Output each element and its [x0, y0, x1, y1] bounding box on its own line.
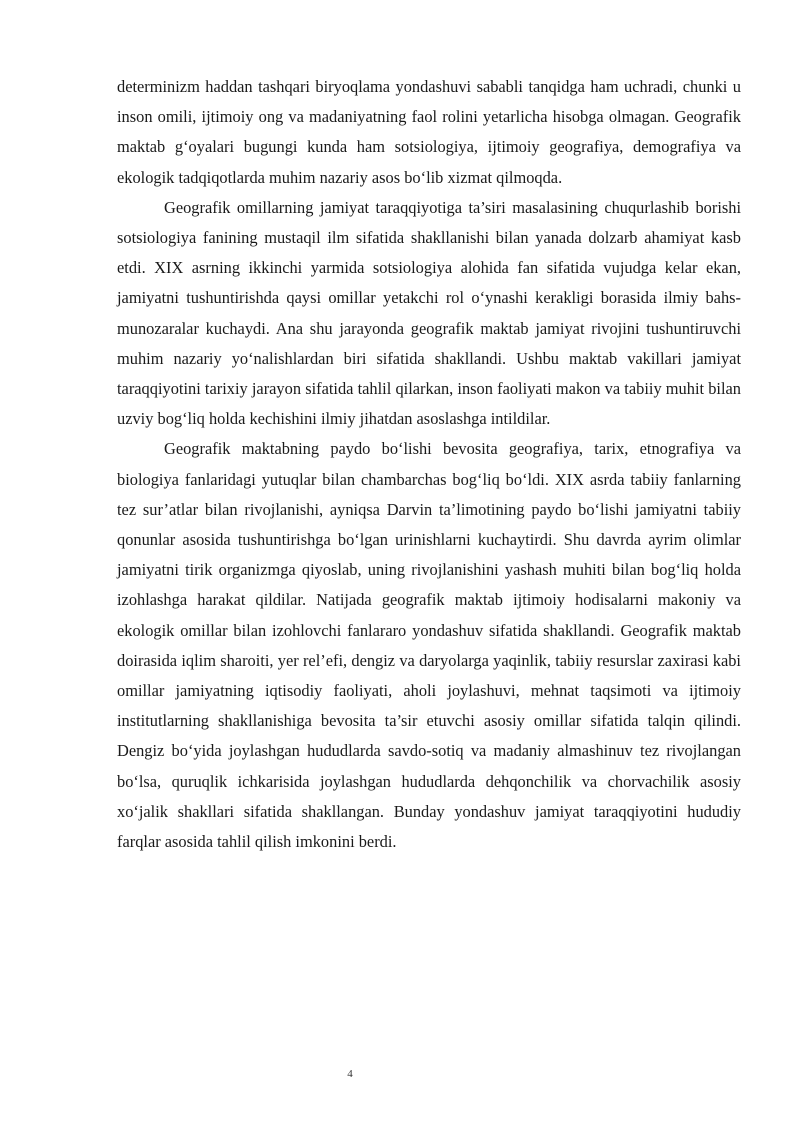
paragraph-continuation: determinizm haddan tashqari biryoqlama yondashuvi sababli tanqidga ham uchradi, chunki u inson omili, ijtimoiy ong va madaniyatning faol rolini yetarlicha hisobga olmagan. Geografik maktab g‘oyalari bugungi kunda ham sotsiologiya, ijtimoiy geografiya, demografiya va ekologik tadqiqotlarda muhim nazariy asos bo‘lib xizmat qilmoqda.: [117, 77, 741, 187]
body-text: [117, 72, 741, 857]
paragraph-geographic-school-origin: Geografik maktabning paydo bo‘lishi bevosita geografiya, tarix, etnografiya va biologiya fanlaridagi yutuqlar bilan chambarchas bog‘liq bo‘ldi. XIX asrda tabiiy fanlarning tez sur’atlar bilan rivojlanishi, ayniqsa Darvin ta’limotining paydo bo‘lishi jamiyatni tabiiy qonunlar asosida tushuntirishga bo‘lgan urinishlarni kuchaytirdi. Shu davrda ayrim olimlar jamiyatni tirik organizmga qiyoslab, uning rivojlanishini yashash muhiti bilan bog‘liq holda izohlashga harakat qildilar. Natijada geografik maktab ijtimoiy hodisalarni makoniy va ekologik omillar bilan izohlovchi fanlararo yondashuv sifatida shakllandi. Geografik maktab doirasida iqlim sharoiti, yer rel’efi, dengiz va daryolarga yaqinlik, tabiiy resurslar zaxirasi kabi omillar jamiyatning iqtisodiy faoliyati, aholi joylashuvi, mehnat taqsimoti va ijtimoiy institutlarning shakllanishiga bevosita ta’sir etuvchi asosiy omillar sifatida talqin qilindi. Dengiz bo‘yida joylashgan hududlarda savdo-sotiq va madaniy almashinuv tez rivojlangan bo‘lsa, quruqlik ichkarisida joylashgan hududlarda dehqonchilik va chorvachilik asosiy xo‘jalik shakllari sifatida shakllangan. Bunday yondashuv jamiyat taraqqiyotini hududiy farqlar asosida tahlil qilish imkonini berdi.: [117, 439, 741, 852]
page-number: 4: [347, 1068, 353, 1080]
paragraph-geographic-factors: Geografik omillarning jamiyat taraqqiyotiga ta’siri masalasining chuqurlashib borishi sotsiologiya fanining mustaqil ilm sifatida shakllanishi bilan yanada dolzarb ahamiyat kasb etdi. XIX asrning ikkinchi yarmida sotsiologiya alohida fan sifatida vujudga kelar ekan, jamiyatni tushuntirishda qaysi omillar yetakchi rol o‘ynashi kerakligi borasida ilmiy bahs-munozaralar kuchaydi. Ana shu jarayonda geografik maktab jamiyat rivojini tushuntiruvchi muhim nazariy yo‘nalishlardan biri sifatida shakllandi. Ushbu maktab vakillari jamiyat taraqqiyotini tarixiy jarayon sifatida tahlil qilarkan, inson faoliyati makon va tabiiy muhit bilan uzviy bog‘liq holda kechishini ilmiy jihatdan asoslashga intildilar.: [117, 197, 741, 429]
